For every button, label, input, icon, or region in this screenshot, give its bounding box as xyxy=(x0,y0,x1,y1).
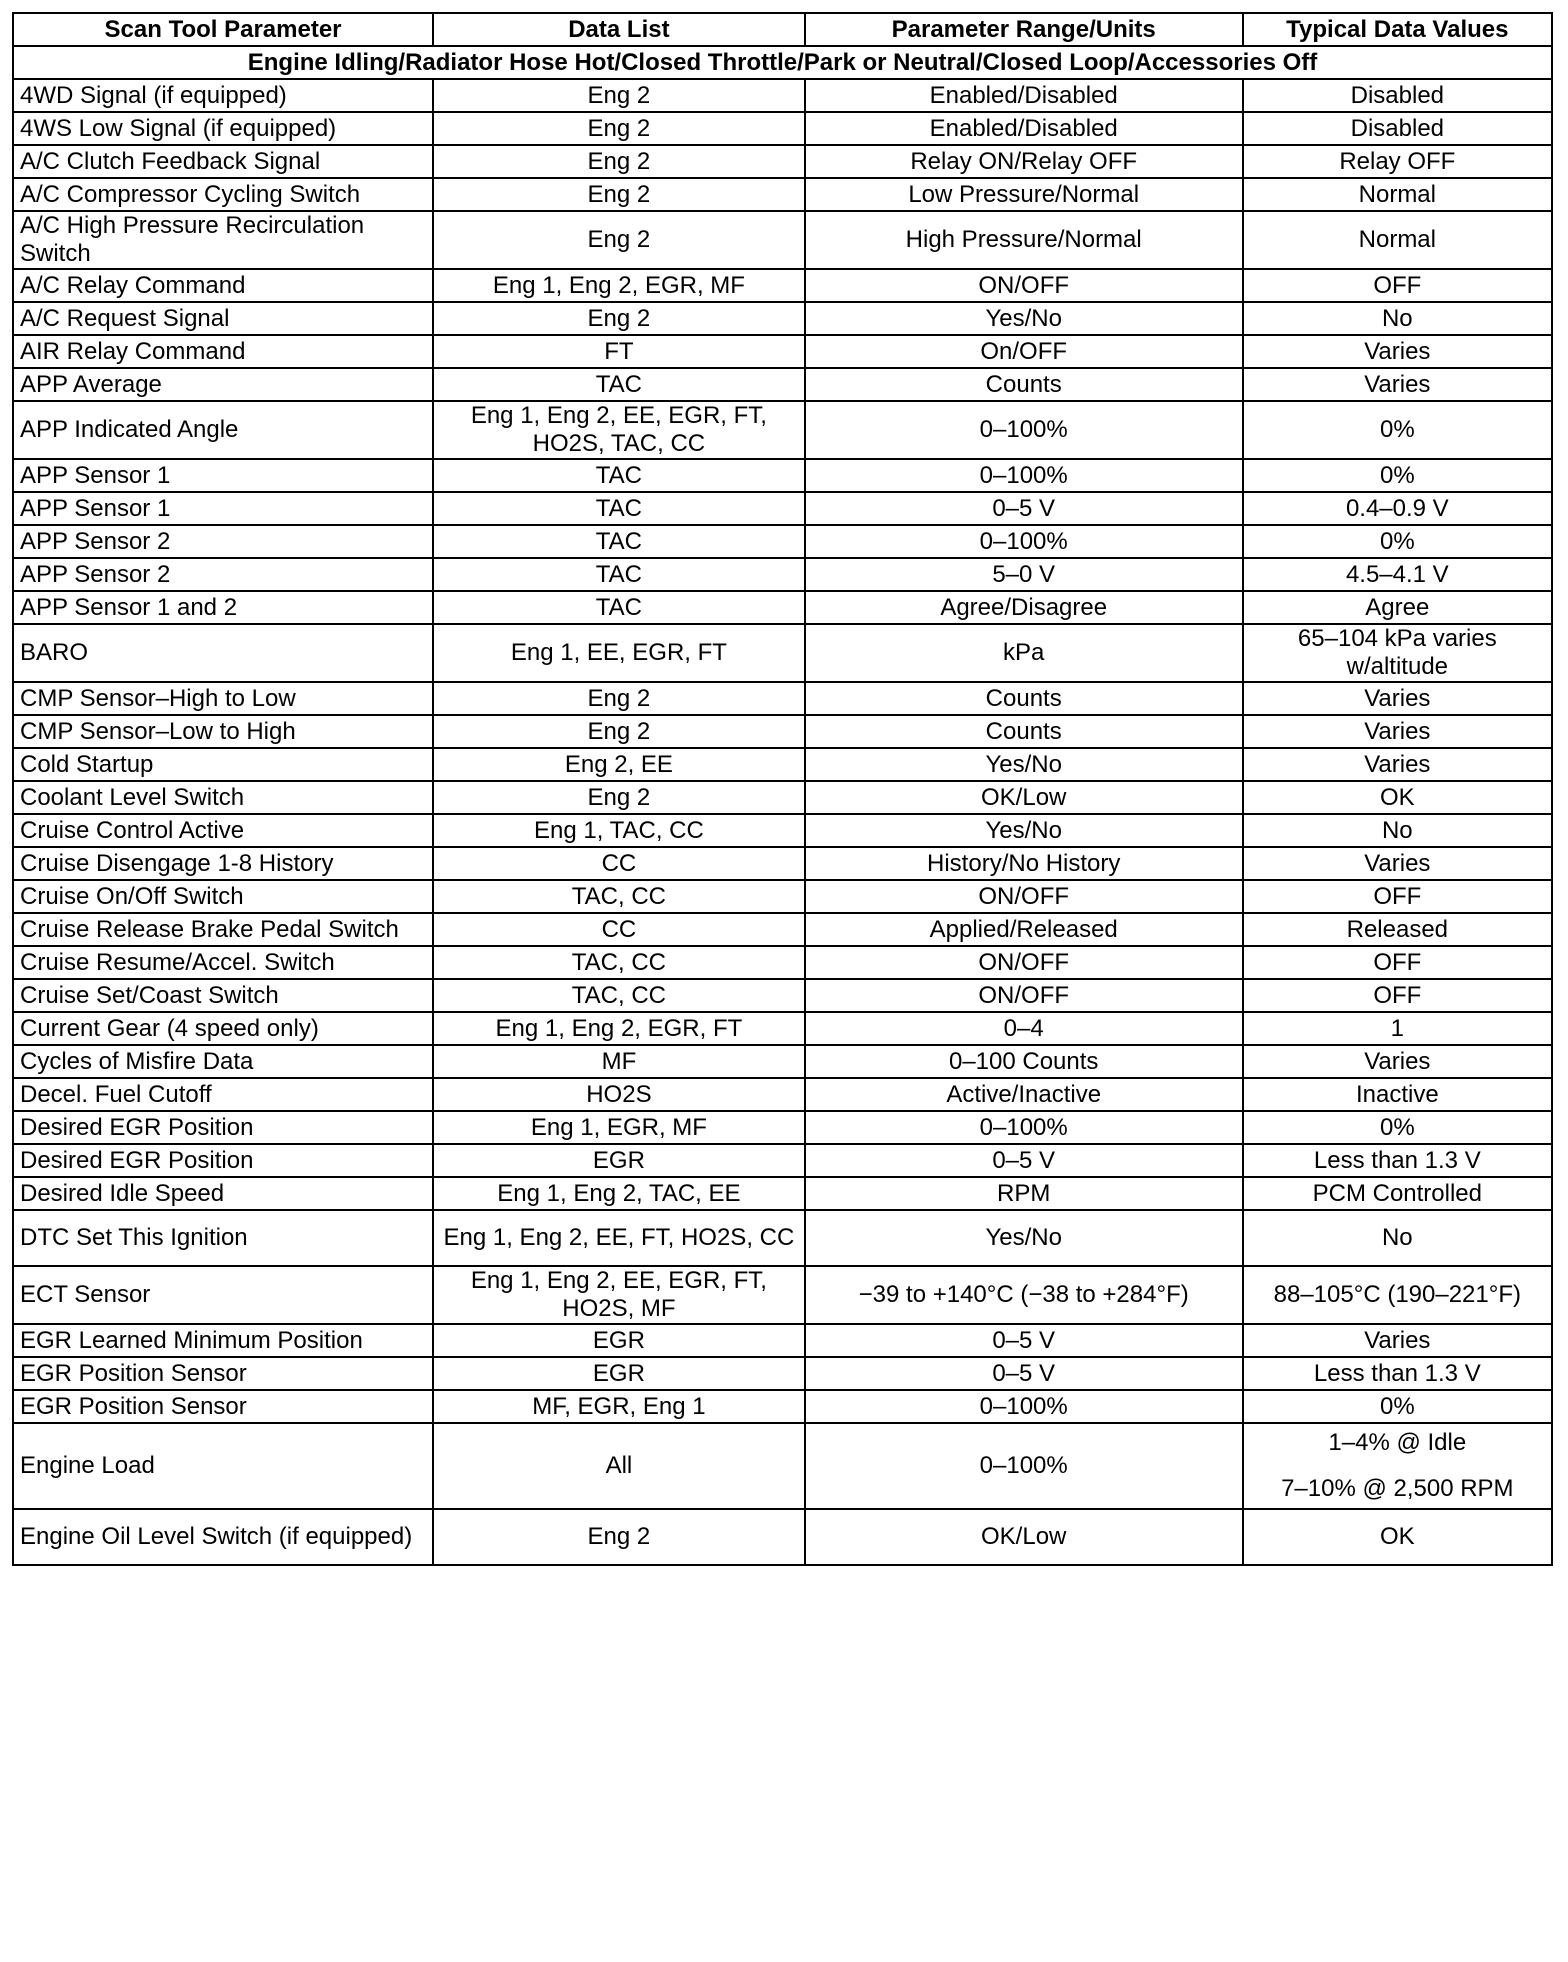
param-cell: DTC Set This Ignition xyxy=(13,1210,433,1266)
table-row xyxy=(13,335,1552,368)
range-cell: Yes/No xyxy=(805,1210,1243,1266)
table-row xyxy=(13,525,1552,558)
header-data-list: Data List xyxy=(433,13,805,46)
typical-cell: No xyxy=(1243,814,1552,847)
range-cell: 0–100% xyxy=(805,1423,1243,1509)
table-row xyxy=(13,591,1552,624)
typical-cell: 1 xyxy=(1243,1012,1552,1045)
typical-cell: 4.5–4.1 V xyxy=(1243,558,1552,591)
typical-cell: 0% xyxy=(1243,525,1552,558)
typical-cell: OFF xyxy=(1243,880,1552,913)
table-row xyxy=(13,79,1552,112)
range-cell: ON/OFF xyxy=(805,269,1243,302)
data-list-cell: All xyxy=(433,1423,805,1509)
data-list-cell: EGR xyxy=(433,1144,805,1177)
typical-cell: OK xyxy=(1243,781,1552,814)
typical-value-idle: 1–4% @ Idle xyxy=(1328,1429,1467,1456)
param-cell: Cruise Disengage 1-8 History xyxy=(13,847,433,880)
table-row xyxy=(13,1045,1552,1078)
data-list-cell: Eng 2 xyxy=(433,178,805,211)
range-cell: Agree/Disagree xyxy=(805,591,1243,624)
table-row xyxy=(13,1423,1552,1509)
data-list-cell: FT xyxy=(433,335,805,368)
data-list-cell: EGR xyxy=(433,1324,805,1357)
param-cell: Coolant Level Switch xyxy=(13,781,433,814)
condition-row xyxy=(13,46,1552,79)
header-typical-data-values: Typical Data Values xyxy=(1243,13,1552,46)
table-row xyxy=(13,1012,1552,1045)
param-cell: APP Indicated Angle xyxy=(13,401,433,459)
typical-cell: Varies xyxy=(1243,368,1552,401)
param-cell: APP Sensor 1 xyxy=(13,492,433,525)
typical-cell: Disabled xyxy=(1243,79,1552,112)
typical-cell: Normal xyxy=(1243,178,1552,211)
table-row xyxy=(13,715,1552,748)
data-list-cell: TAC xyxy=(433,558,805,591)
data-list-cell: Eng 2 xyxy=(433,145,805,178)
range-cell: Counts xyxy=(805,368,1243,401)
param-cell: 4WS Low Signal (if equipped) xyxy=(13,112,433,145)
param-cell: APP Average xyxy=(13,368,433,401)
data-list-cell: Eng 2 xyxy=(433,302,805,335)
typical-cell: 65–104 kPa varies w/altitude xyxy=(1243,624,1552,682)
range-cell: History/No History xyxy=(805,847,1243,880)
data-list-cell: MF, EGR, Eng 1 xyxy=(433,1390,805,1423)
operating-condition: Engine Idling/Radiator Hose Hot/Closed Throttle/Park or Neutral/Closed Loop/Accessories Off xyxy=(13,46,1552,79)
param-cell: Desired EGR Position xyxy=(13,1144,433,1177)
table-row xyxy=(13,211,1552,269)
table-row xyxy=(13,847,1552,880)
typical-cell: Varies xyxy=(1243,335,1552,368)
param-cell: APP Sensor 1 and 2 xyxy=(13,591,433,624)
data-list-cell: TAC xyxy=(433,459,805,492)
typical-cell: OFF xyxy=(1243,269,1552,302)
range-cell: kPa xyxy=(805,624,1243,682)
table-row xyxy=(13,178,1552,211)
data-list-cell: Eng 2 xyxy=(433,781,805,814)
table-row xyxy=(13,1324,1552,1357)
data-list-cell: TAC xyxy=(433,525,805,558)
table-row xyxy=(13,946,1552,979)
param-cell: AIR Relay Command xyxy=(13,335,433,368)
table-row xyxy=(13,459,1552,492)
range-cell: 0–100% xyxy=(805,401,1243,459)
typical-cell: Less than 1.3 V xyxy=(1243,1144,1552,1177)
param-cell: Cruise Release Brake Pedal Switch xyxy=(13,913,433,946)
param-cell: EGR Learned Minimum Position xyxy=(13,1324,433,1357)
data-list-cell: Eng 1, Eng 2, EGR, MF xyxy=(433,269,805,302)
param-cell: BARO xyxy=(13,624,433,682)
table-row xyxy=(13,913,1552,946)
range-cell: 0–100% xyxy=(805,459,1243,492)
data-list-cell: TAC, CC xyxy=(433,880,805,913)
range-cell: High Pressure/Normal xyxy=(805,211,1243,269)
data-list-cell: Eng 2 xyxy=(433,79,805,112)
typical-cell: 0% xyxy=(1243,1390,1552,1423)
typical-cell: Varies xyxy=(1243,748,1552,781)
data-list-cell: TAC, CC xyxy=(433,979,805,1012)
param-cell: A/C Clutch Feedback Signal xyxy=(13,145,433,178)
param-cell: Desired EGR Position xyxy=(13,1111,433,1144)
table-row xyxy=(13,558,1552,591)
data-list-cell: TAC xyxy=(433,368,805,401)
table-row xyxy=(13,1078,1552,1111)
range-cell: 0–5 V xyxy=(805,1324,1243,1357)
data-list-cell: TAC xyxy=(433,591,805,624)
typical-cell: Varies xyxy=(1243,847,1552,880)
data-list-cell: TAC xyxy=(433,492,805,525)
typical-cell: Less than 1.3 V xyxy=(1243,1357,1552,1390)
range-cell: 0–5 V xyxy=(805,492,1243,525)
range-cell: Low Pressure/Normal xyxy=(805,178,1243,211)
table-row xyxy=(13,1509,1552,1565)
table-row xyxy=(13,979,1552,1012)
range-cell: 0–5 V xyxy=(805,1357,1243,1390)
range-cell: −39 to +140°C (−38 to +284°F) xyxy=(805,1266,1243,1324)
data-list-cell: TAC, CC xyxy=(433,946,805,979)
range-cell: OK/Low xyxy=(805,781,1243,814)
typical-cell: 88–105°C (190–221°F) xyxy=(1243,1266,1552,1324)
param-cell: A/C Request Signal xyxy=(13,302,433,335)
typical-cell: 0% xyxy=(1243,1111,1552,1144)
data-list-cell: CC xyxy=(433,847,805,880)
data-list-cell: Eng 2 xyxy=(433,715,805,748)
param-cell: 4WD Signal (if equipped) xyxy=(13,79,433,112)
range-cell: Counts xyxy=(805,715,1243,748)
typical-cell: Inactive xyxy=(1243,1078,1552,1111)
range-cell: Yes/No xyxy=(805,302,1243,335)
value-spacer xyxy=(1250,1457,1545,1475)
range-cell: Enabled/Disabled xyxy=(805,112,1243,145)
data-list-cell: Eng 1, Eng 2, EE, EGR, FT, HO2S, MF xyxy=(433,1266,805,1324)
typical-cell: OFF xyxy=(1243,946,1552,979)
param-cell: Engine Load xyxy=(13,1423,433,1509)
data-list-cell: HO2S xyxy=(433,1078,805,1111)
data-list-cell: MF xyxy=(433,1045,805,1078)
table-row xyxy=(13,1266,1552,1324)
typical-cell: Released xyxy=(1243,913,1552,946)
table-row xyxy=(13,748,1552,781)
typical-cell: Varies xyxy=(1243,1324,1552,1357)
range-cell: RPM xyxy=(805,1177,1243,1210)
param-cell: Cycles of Misfire Data xyxy=(13,1045,433,1078)
range-cell: Enabled/Disabled xyxy=(805,79,1243,112)
table-row xyxy=(13,781,1552,814)
data-list-cell: Eng 1, TAC, CC xyxy=(433,814,805,847)
data-list-cell: Eng 2, EE xyxy=(433,748,805,781)
range-cell: Yes/No xyxy=(805,748,1243,781)
data-list-cell: Eng 1, Eng 2, EE, FT, HO2S, CC xyxy=(433,1210,805,1266)
param-cell: ECT Sensor xyxy=(13,1266,433,1324)
table-row xyxy=(13,368,1552,401)
table-row xyxy=(13,682,1552,715)
table-row xyxy=(13,1177,1552,1210)
param-cell: Decel. Fuel Cutoff xyxy=(13,1078,433,1111)
typical-cell: Varies xyxy=(1243,715,1552,748)
data-list-cell: CC xyxy=(433,913,805,946)
typical-cell xyxy=(1243,1423,1552,1509)
typical-cell: No xyxy=(1243,302,1552,335)
param-cell: Cruise On/Off Switch xyxy=(13,880,433,913)
data-list-cell: Eng 1, Eng 2, EE, EGR, FT, HO2S, TAC, CC xyxy=(433,401,805,459)
data-list-cell: Eng 1, EE, EGR, FT xyxy=(433,624,805,682)
param-cell: A/C Compressor Cycling Switch xyxy=(13,178,433,211)
range-cell: 0–100 Counts xyxy=(805,1045,1243,1078)
range-cell: Active/Inactive xyxy=(805,1078,1243,1111)
scan-tool-data-table xyxy=(12,12,1553,1566)
range-cell: 5–0 V xyxy=(805,558,1243,591)
param-cell: A/C Relay Command xyxy=(13,269,433,302)
range-cell: 0–100% xyxy=(805,1390,1243,1423)
data-list-cell: EGR xyxy=(433,1357,805,1390)
range-cell: ON/OFF xyxy=(805,946,1243,979)
param-cell: EGR Position Sensor xyxy=(13,1390,433,1423)
data-list-cell: Eng 1, Eng 2, TAC, EE xyxy=(433,1177,805,1210)
header-parameter-range-units: Parameter Range/Units xyxy=(805,13,1243,46)
param-cell: Cruise Resume/Accel. Switch xyxy=(13,946,433,979)
typical-cell: OK xyxy=(1243,1509,1552,1565)
range-cell: ON/OFF xyxy=(805,880,1243,913)
param-cell: APP Sensor 2 xyxy=(13,558,433,591)
param-cell: EGR Position Sensor xyxy=(13,1357,433,1390)
table-row xyxy=(13,269,1552,302)
data-list-cell: Eng 2 xyxy=(433,112,805,145)
table-row xyxy=(13,302,1552,335)
typical-cell: Varies xyxy=(1243,1045,1552,1078)
data-list-cell: Eng 1, EGR, MF xyxy=(433,1111,805,1144)
typical-cell: 0% xyxy=(1243,459,1552,492)
data-list-cell: Eng 2 xyxy=(433,682,805,715)
table-row xyxy=(13,112,1552,145)
table-row xyxy=(13,1357,1552,1390)
table-row xyxy=(13,1390,1552,1423)
table-row xyxy=(13,1210,1552,1266)
table-row xyxy=(13,624,1552,682)
typical-cell: OFF xyxy=(1243,979,1552,1012)
range-cell: Relay ON/Relay OFF xyxy=(805,145,1243,178)
param-cell: A/C High Pressure Recirculation Switch xyxy=(13,211,433,269)
param-cell: Cruise Control Active xyxy=(13,814,433,847)
header-row xyxy=(13,13,1552,46)
table-row xyxy=(13,492,1552,525)
range-cell: Yes/No xyxy=(805,814,1243,847)
typical-cell: Varies xyxy=(1243,682,1552,715)
param-cell: Current Gear (4 speed only) xyxy=(13,1012,433,1045)
range-cell: 0–100% xyxy=(805,525,1243,558)
typical-cell: Agree xyxy=(1243,591,1552,624)
data-list-cell: Eng 2 xyxy=(433,1509,805,1565)
param-cell: APP Sensor 1 xyxy=(13,459,433,492)
param-cell: CMP Sensor–High to Low xyxy=(13,682,433,715)
table-row xyxy=(13,145,1552,178)
table-row xyxy=(13,814,1552,847)
typical-cell: Disabled xyxy=(1243,112,1552,145)
range-cell: OK/Low xyxy=(805,1509,1243,1565)
range-cell: Applied/Released xyxy=(805,913,1243,946)
typical-cell: Normal xyxy=(1243,211,1552,269)
table-row xyxy=(13,880,1552,913)
typical-cell: PCM Controlled xyxy=(1243,1177,1552,1210)
param-cell: Cruise Set/Coast Switch xyxy=(13,979,433,1012)
data-list-cell: Eng 1, Eng 2, EGR, FT xyxy=(433,1012,805,1045)
range-cell: 0–4 xyxy=(805,1012,1243,1045)
typical-value-2500-rpm: 7–10% @ 2,500 RPM xyxy=(1281,1475,1514,1502)
param-cell: CMP Sensor–Low to High xyxy=(13,715,433,748)
range-cell: ON/OFF xyxy=(805,979,1243,1012)
typical-cell: 0% xyxy=(1243,401,1552,459)
header-scan-tool-parameter: Scan Tool Parameter xyxy=(13,13,433,46)
param-cell: APP Sensor 2 xyxy=(13,525,433,558)
typical-cell: Relay OFF xyxy=(1243,145,1552,178)
typical-cell: 0.4–0.9 V xyxy=(1243,492,1552,525)
range-cell: 0–100% xyxy=(805,1111,1243,1144)
param-cell: Cold Startup xyxy=(13,748,433,781)
range-cell: 0–5 V xyxy=(805,1144,1243,1177)
data-list-cell: Eng 2 xyxy=(433,211,805,269)
table-row xyxy=(13,1111,1552,1144)
range-cell: On/OFF xyxy=(805,335,1243,368)
param-cell: Engine Oil Level Switch (if equipped) xyxy=(13,1509,433,1565)
table-row xyxy=(13,401,1552,459)
range-cell: Counts xyxy=(805,682,1243,715)
typical-cell: No xyxy=(1243,1210,1552,1266)
table-row xyxy=(13,1144,1552,1177)
param-cell: Desired Idle Speed xyxy=(13,1177,433,1210)
